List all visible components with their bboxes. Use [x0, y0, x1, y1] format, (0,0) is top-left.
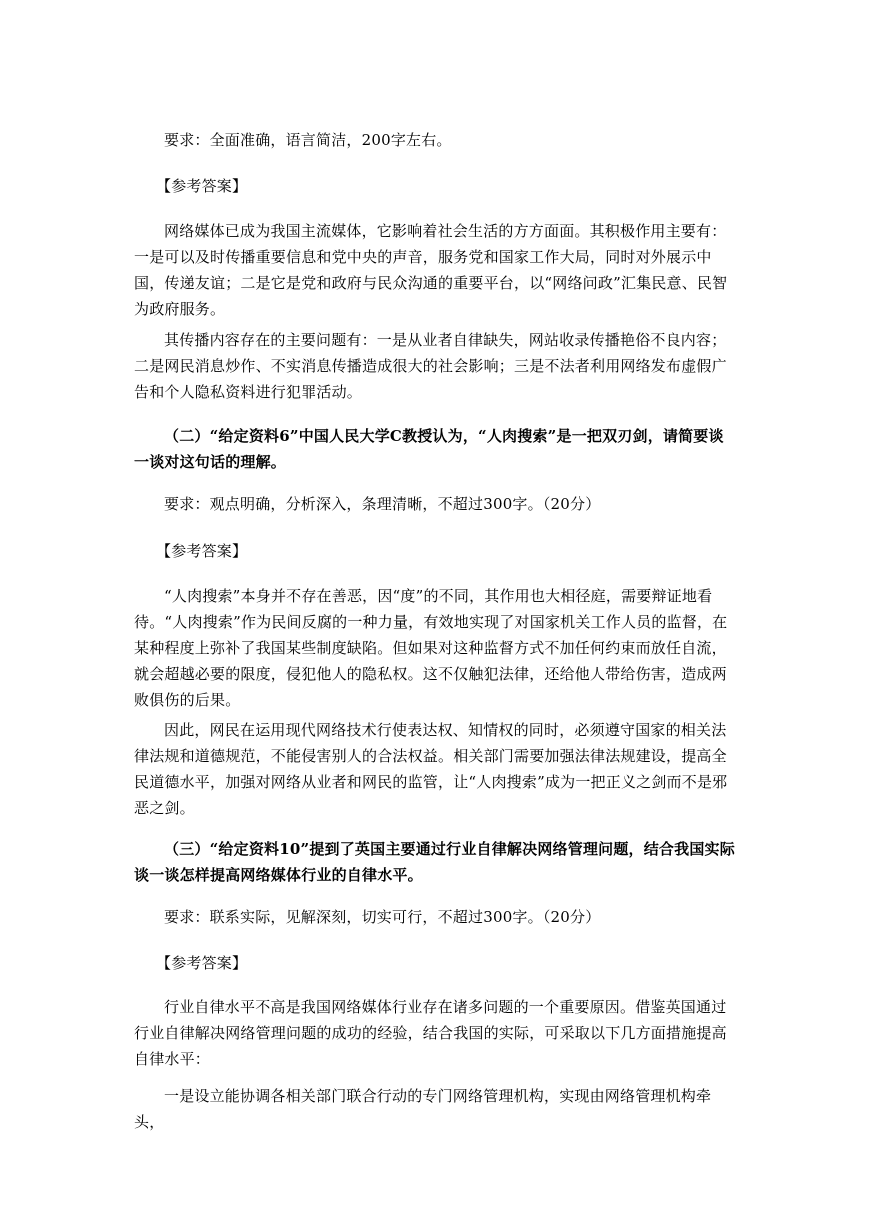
answer-label: 【参考答案】 [156, 542, 248, 560]
requirement-text: 要求：联系实际，见解深刻，切实可行，不超过300字。（20分） [164, 908, 601, 926]
requirement-text: 要求：观点明确，分析深入，条理清晰，不超过300字。（20分） [164, 495, 601, 513]
answer-label: 【参考答案】 [156, 177, 248, 195]
answer-paragraph: 行业自律水平不高是我国网络媒体行业存在诸多问题的一个重要原因。借鉴英国通过行业自律解决网络管理问题的成功的经验，结合我国的实际，可采取以下几方面措施提高自律水平： [134, 998, 727, 1068]
question-heading: （二）“给定资料6”中国人民大学C教授认为，“人肉搜索”是一把双刃剑，请简要谈一谈对这句话的理解。 [134, 427, 724, 471]
answer-paragraph: 其传播内容存在的主要问题有：一是从业者自律缺失，网站收录传播艳俗不良内容；二是网民消息炒作、不实消息传播造成很大的社会影响；三是不法者利用网络发布虚假广告和个人隐私资料进行犯罪活动。 [134, 331, 727, 401]
requirement-text: 要求：全面准确，语言简洁，200字左右。 [164, 131, 452, 149]
answer-label: 【参考答案】 [156, 954, 248, 972]
answer-paragraph: 一是设立能协调各相关部门联合行动的专门网络管理机构，实现由网络管理机构牵头， [134, 1087, 712, 1131]
answer-paragraph: “人肉搜索”本身并不存在善恶，因“度”的不同，其作用也大相径庭，需要辩证地看待。“人肉搜索”作为民间反腐的一种力量，有效地实现了对国家机关工作人员的监督，在某种程度上弥补了我国某些制度缺陷。但如果对这种监督方式不加任何约束而放任自流，就会超越必要的限度，侵犯他人的隐私权。这不仅触犯法律，还给他人带给伤害，造成两败俱伤的后果。 [134, 587, 728, 709]
question-heading: （三）“给定资料10”提到了英国主要通过行业自律解决网络管理问题，结合我国实际谈一谈怎样提高网络媒体行业的自律水平。 [134, 840, 735, 884]
answer-paragraph: 网络媒体已成为我国主流媒体，它影响着社会生活的方方面面。其积极作用主要有：一是可以及时传播重要信息和党中央的声音，服务党和国家工作大局，同时对外展示中国，传递友谊；二是它是党和政府与民众沟通的重要平台，以“网络问政”汇集民意、民智为政府服务。 [134, 222, 728, 318]
answer-paragraph: 因此，网民在运用现代网络技术行使表达权、知情权的同时，必须遵守国家的相关法律法规和道德规范，不能侵害别人的合法权益。相关部门需要加强法律法规建设，提高全民道德水平，加强对网络从业者和网民的监管，让“人肉搜索”成为一把正义之剑而不是邪恶之剑。 [134, 721, 728, 817]
